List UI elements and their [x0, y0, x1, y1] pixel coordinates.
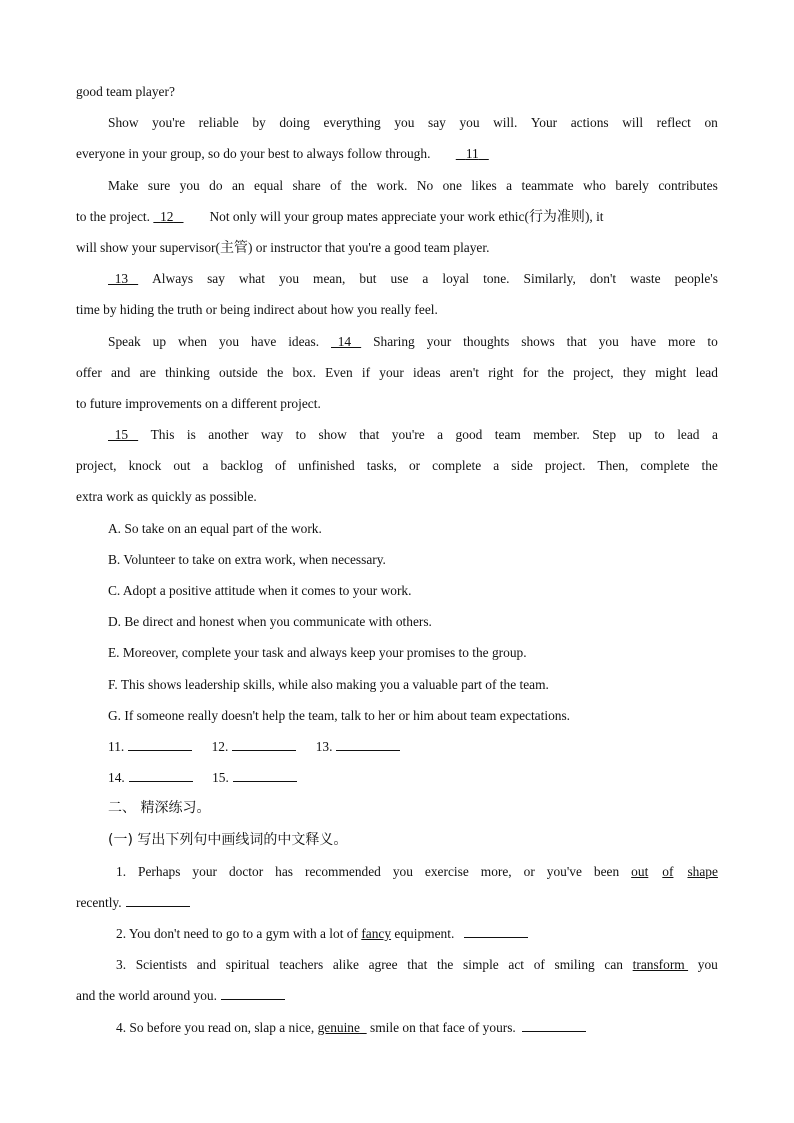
paragraph-15-line-2 — [76, 450, 718, 481]
word: for — [522, 364, 539, 380]
word: more, — [480, 863, 512, 879]
word: if — [361, 364, 371, 380]
word: complete — [432, 458, 482, 474]
word: you — [179, 177, 200, 193]
word: lead — [695, 364, 718, 380]
word: This — [150, 427, 175, 443]
word: shape — [687, 863, 718, 879]
question-3-underlined-word: transform — [632, 957, 689, 973]
word: another — [208, 427, 249, 443]
word: waste — [630, 271, 661, 287]
word: Show — [108, 115, 139, 131]
paragraph-12-line-3: will show your supervisor(主管) or instructor that you're a good team player. — [76, 239, 490, 256]
word: has — [275, 863, 294, 879]
word: show — [318, 427, 347, 443]
word: mean, — [313, 271, 346, 287]
paragraph-12-line-1 — [76, 170, 718, 201]
word: ideas — [413, 364, 441, 380]
word: by — [252, 115, 266, 131]
word: Then, — [597, 458, 629, 474]
option-c: C. Adopt a positive attitude when it comes to your work. — [108, 583, 412, 598]
blank-13[interactable]: 13 — [108, 271, 139, 287]
word: side — [511, 458, 533, 474]
passage-line-0: good team player? — [76, 84, 175, 99]
word: you — [697, 957, 718, 973]
word: you — [278, 271, 300, 287]
word: exercise — [424, 863, 469, 879]
question-3-line-1 — [76, 949, 718, 980]
word: teammate — [521, 177, 574, 193]
question-4-underlined-word: genuine — [317, 1019, 360, 1035]
word: can — [604, 957, 623, 973]
word: will. — [493, 115, 518, 131]
option-a: A. So take on an equal part of the work. — [108, 520, 322, 536]
word: that — [359, 427, 380, 443]
word: 1. — [116, 863, 127, 879]
question-4: 4. So before you read on, slap a nice, genuine smile on that face of yours. — [76, 1012, 718, 1043]
word: box. — [292, 364, 316, 380]
word: you — [392, 863, 413, 879]
word: the — [701, 458, 718, 474]
word: do — [209, 177, 223, 193]
word: outside — [219, 364, 258, 380]
word: the — [266, 364, 284, 380]
word: of — [274, 458, 287, 474]
word: everything — [323, 115, 381, 131]
word: an — [231, 177, 245, 193]
word: aren't — [449, 364, 479, 380]
word: don't — [589, 271, 617, 287]
question-1-line-1 — [76, 856, 718, 887]
word: way — [260, 427, 284, 443]
word: they — [622, 364, 646, 380]
section-2-subheading: (一) 写出下列句中画线词的中文释义。 — [108, 831, 348, 848]
word: shows — [521, 333, 555, 349]
paragraph-15-line-1 — [76, 419, 718, 450]
word: use — [390, 271, 409, 287]
question-2: 2. You don't need to go to a gym with a lot of fancy equipment. — [76, 918, 718, 949]
word: Even — [325, 364, 353, 380]
option-d: D. Be direct and honest when you communicate with others. — [108, 614, 432, 630]
word: and — [196, 957, 217, 973]
blank-12[interactable]: 12 — [160, 208, 174, 224]
word: complete — [640, 458, 690, 474]
word: contributes — [658, 177, 718, 193]
answer-row-1 — [76, 731, 718, 762]
word: thoughts — [463, 333, 510, 349]
word: up — [628, 427, 642, 443]
word: Scientists — [135, 957, 188, 973]
word: that — [566, 333, 587, 349]
word: 3. — [116, 957, 127, 973]
word: your — [426, 333, 452, 349]
paragraph-11-line-1 — [76, 107, 718, 138]
question-3-line-2: and the world around you. — [76, 980, 718, 1011]
paragraph-11-line-2: everyone in your group, so do your best to always follow through. 11 — [76, 138, 718, 169]
word: sure — [147, 177, 171, 193]
word: Step — [592, 427, 617, 443]
word: teachers — [279, 957, 324, 973]
word: Make — [108, 177, 139, 193]
word: or — [408, 458, 421, 474]
word: agree — [368, 957, 398, 973]
word: a — [506, 177, 513, 193]
answer-14: 14. — [108, 762, 193, 793]
word: Sharing — [373, 333, 415, 349]
word: people's — [674, 271, 718, 287]
word: you — [218, 333, 240, 349]
word: the — [350, 177, 368, 193]
word: reliable — [198, 115, 239, 131]
word: say — [207, 271, 225, 287]
answer-13-blank[interactable] — [336, 738, 400, 751]
word: likes — [471, 177, 497, 193]
answer-15: 15. — [212, 762, 297, 793]
word: doing — [279, 115, 310, 131]
word: that — [407, 957, 428, 973]
word: will — [622, 115, 644, 131]
paragraph-12-line-2: to the project. 12 Not only will your group mates appreciate your work ethic(行为准则), it — [76, 201, 718, 232]
word: Speak — [108, 333, 141, 349]
word: to — [707, 333, 718, 349]
word: simple — [463, 957, 499, 973]
paragraph-13-line-1 — [76, 263, 718, 294]
option-g: G. If someone really doesn't help the team, talk to her or him about team expectations. — [108, 707, 571, 723]
answer-14-blank[interactable] — [129, 769, 193, 782]
paragraph-15-line-3: extra work as quickly as possible. — [76, 489, 257, 505]
word: unfinished — [298, 458, 355, 474]
word: you're — [152, 115, 186, 131]
word: have — [250, 333, 277, 349]
word: but — [359, 271, 377, 287]
word: recommended — [305, 863, 381, 879]
blank-15[interactable]: 15 — [108, 427, 139, 443]
paragraph-14-line-2 — [76, 357, 718, 388]
option-e: E. Moreover, complete your task and always keep your promises to the group. — [108, 645, 527, 661]
word: and — [111, 364, 131, 380]
word: or — [523, 863, 535, 879]
word: your — [379, 364, 404, 380]
option-b: B. Volunteer to take on extra work, when necessary. — [108, 551, 386, 567]
word: a — [711, 427, 718, 443]
word: equal — [254, 177, 284, 193]
word: tone. — [483, 271, 510, 287]
word: knock — [128, 458, 162, 474]
word: spiritual — [225, 957, 270, 973]
word: to — [295, 427, 307, 443]
answer-row-2 — [76, 762, 718, 793]
word: more — [667, 333, 696, 349]
word: when — [178, 333, 208, 349]
question-4-blank[interactable] — [522, 1019, 586, 1032]
word: Always — [152, 271, 194, 287]
word: say — [428, 115, 446, 131]
word: might — [655, 364, 687, 380]
question-1-blank[interactable] — [126, 894, 190, 907]
word: reflect — [656, 115, 691, 131]
section-2-heading: 二、 精深练习。 — [108, 800, 211, 817]
word: on — [704, 115, 718, 131]
word: are — [139, 364, 156, 380]
word: Your — [530, 115, 558, 131]
word: a — [202, 458, 209, 474]
word: been — [593, 863, 620, 879]
word: you — [598, 333, 619, 349]
word: backlog — [220, 458, 263, 474]
word: lead — [677, 427, 700, 443]
word: project, — [573, 364, 614, 380]
question-3-blank[interactable] — [221, 987, 285, 1000]
word: No — [416, 177, 434, 193]
word: share — [292, 177, 321, 193]
word: ideas. — [288, 333, 320, 349]
blank-14[interactable]: 14 — [331, 333, 362, 349]
word: actions — [570, 115, 609, 131]
word: Similarly, — [523, 271, 576, 287]
word: your — [192, 863, 217, 879]
word: tasks, — [366, 458, 397, 474]
question-2-blank[interactable] — [464, 925, 528, 938]
word: work. — [376, 177, 408, 193]
answer-12-blank[interactable] — [232, 738, 296, 751]
paragraph-14-line-3: to future improvements on a different project. — [76, 395, 321, 411]
word: alike — [332, 957, 359, 973]
word: what — [238, 271, 265, 287]
word: you — [459, 115, 480, 131]
word: project, — [76, 458, 117, 474]
word: one — [442, 177, 462, 193]
word: member. — [533, 427, 580, 443]
question-1-underlined-phrase — [631, 856, 718, 887]
word: of — [662, 863, 674, 879]
word: out — [173, 458, 191, 474]
word: out — [631, 863, 649, 879]
question-1-line-2: recently. — [76, 887, 718, 918]
word: right — [488, 364, 514, 380]
word: you're — [391, 427, 425, 443]
word: have — [630, 333, 657, 349]
question-2-underlined-word: fancy — [361, 926, 392, 942]
word: a — [437, 427, 444, 443]
word: act — [508, 957, 525, 973]
word: doctor — [228, 863, 264, 879]
word: a — [493, 458, 500, 474]
document-page — [76, 76, 718, 1043]
paragraph-14-line-1 — [76, 326, 718, 357]
word: team — [494, 427, 521, 443]
answer-12: 12. — [212, 731, 297, 762]
answer-15-blank[interactable] — [233, 769, 297, 782]
word: offer — [76, 364, 102, 380]
word: of — [330, 177, 342, 193]
word: loyal — [442, 271, 470, 287]
answer-13: 13. — [316, 731, 401, 762]
word: who — [582, 177, 606, 193]
word: up — [152, 333, 167, 349]
answer-11: 11. — [108, 731, 192, 762]
blank-11[interactable]: 11 — [465, 146, 479, 162]
word: the — [547, 364, 564, 380]
word: to — [654, 427, 665, 443]
word: of — [533, 957, 545, 973]
word: Perhaps — [138, 863, 181, 879]
word: you've — [546, 863, 582, 879]
answer-11-blank[interactable] — [128, 738, 192, 751]
word: the — [437, 957, 454, 973]
word: barely — [615, 177, 649, 193]
word: project. — [544, 458, 586, 474]
word: good — [455, 427, 483, 443]
word: a — [422, 271, 429, 287]
word: thinking — [165, 364, 210, 380]
word: you — [394, 115, 415, 131]
paragraph-13-line-2: time by hiding the truth or being indirect about how you really feel. — [76, 302, 438, 318]
word: is — [186, 427, 196, 443]
option-f: F. This shows leadership skills, while also making you a valuable part of the team. — [108, 676, 549, 692]
word: smiling — [554, 957, 595, 973]
